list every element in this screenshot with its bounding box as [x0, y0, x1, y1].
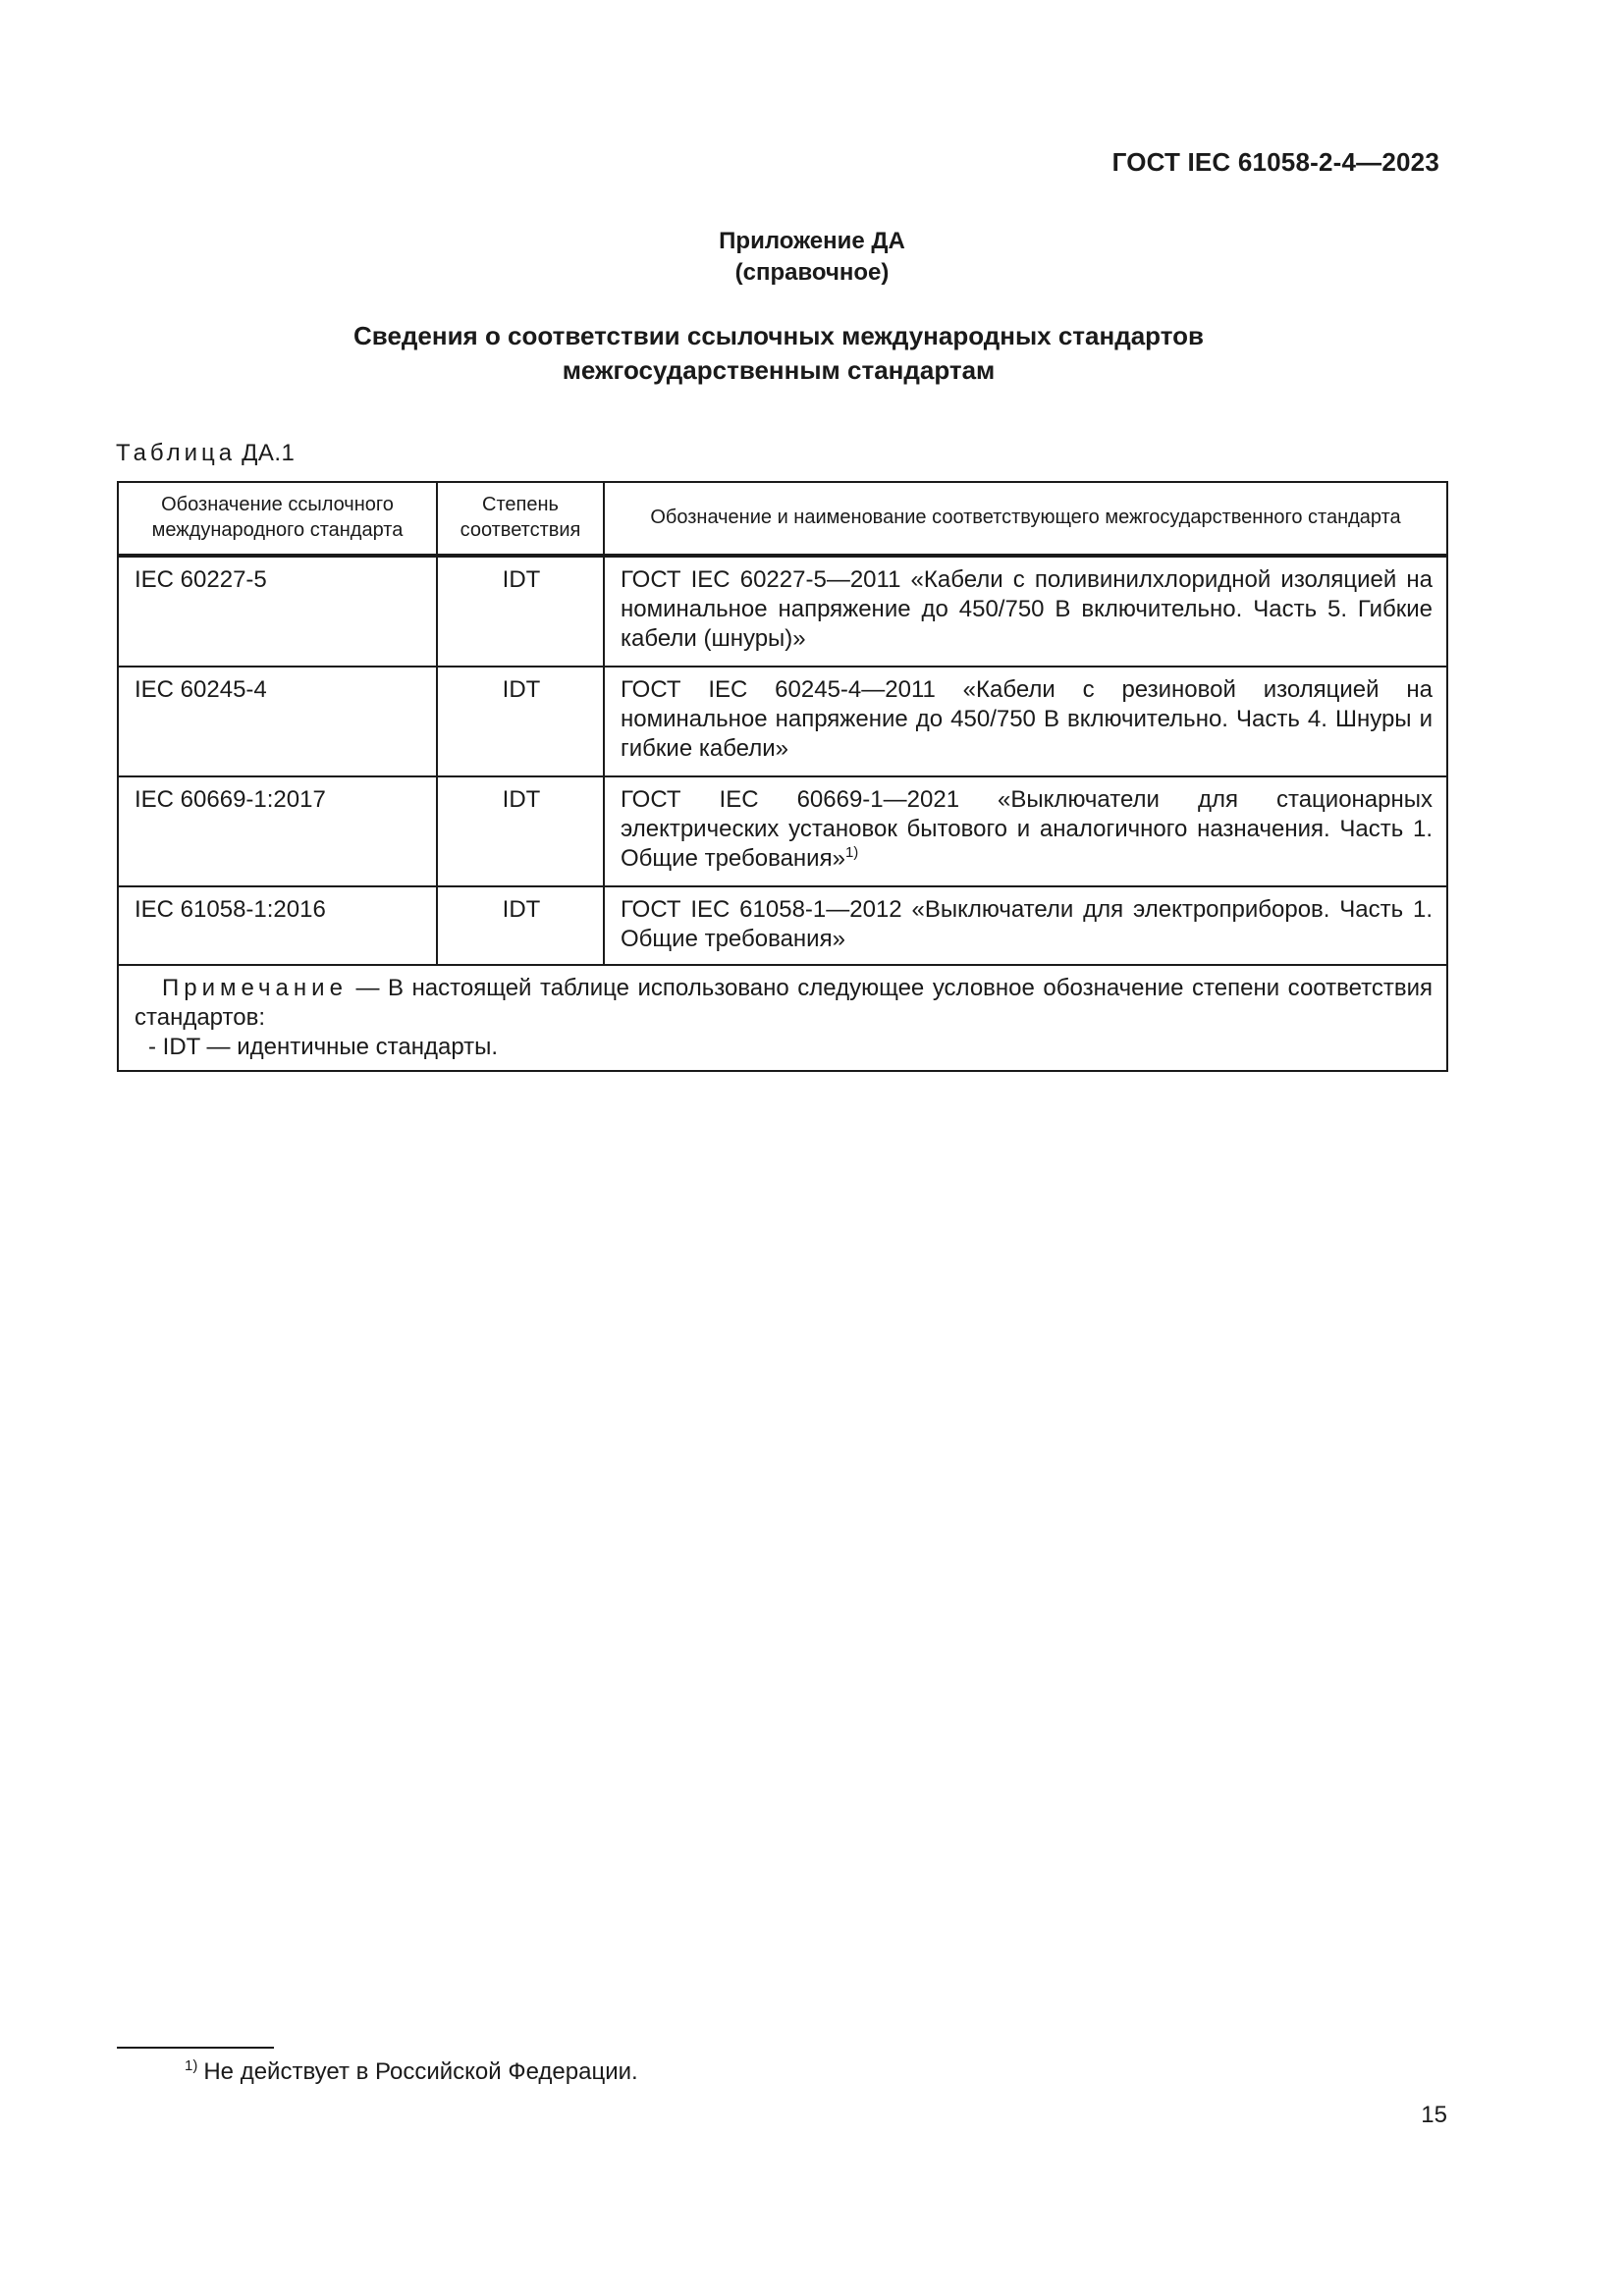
- table-row: [118, 886, 1447, 965]
- cell-interstate-standard-text: ГОСТ IEC 60669-1—2021 «Выключатели для стационарных электрических установок бытового и аналогичного назначения. Часть 1. Общие требования»: [621, 786, 1433, 872]
- page-number: 15: [1421, 2102, 1447, 2128]
- table-note-row: [118, 965, 1447, 1071]
- annex-title: Приложение ДА: [719, 228, 905, 254]
- footnote-marker: 1): [185, 2057, 198, 2074]
- cell-degree: IDT: [437, 886, 604, 965]
- cell-degree: IDT: [437, 556, 604, 667]
- table-note: [118, 965, 1447, 1071]
- cell-interstate-standard: ГОСТ IEC 61058-1—2012 «Выключатели для электроприборов. Часть 1. Общие требования»: [604, 886, 1447, 965]
- cell-interstate-standard: [604, 776, 1447, 886]
- note-text: — В настоящей таблице использовано следующее условное обозначение степени соответствия стандартов:: [135, 975, 1433, 1031]
- annex-label: [0, 226, 1624, 289]
- cell-ref-standard: IEC 61058-1:2016: [118, 886, 437, 965]
- cell-interstate-standard: ГОСТ IEC 60245-4—2011 «Кабели с резиновой изоляцией на номинальное напряжение до 450/750 В включительно. Часть 4. Шнуры и гибкие кабели»: [604, 667, 1447, 776]
- table-caption: [116, 440, 295, 467]
- table-row: [118, 776, 1447, 886]
- cell-interstate-standard: ГОСТ IEC 60227-5—2011 «Кабели с поливинилхлоридной изоляцией на номинальное напряжение до 450/750 В включительно. Часть 5. Гибкие кабели (шнуры)»: [604, 556, 1447, 667]
- header-degree: Степень соответствия: [437, 482, 604, 556]
- table-caption-number: ДА.1: [242, 440, 296, 466]
- header-interstate-standard: Обозначение и наименование соответствующего межгосударственного стандарта: [604, 482, 1447, 556]
- cell-ref-standard: IEC 60245-4: [118, 667, 437, 776]
- standards-table: [117, 481, 1448, 1072]
- table-row: [118, 556, 1447, 667]
- cell-ref-standard: IEC 60669-1:2017: [118, 776, 437, 886]
- annex-heading-line-1: Сведения о соответствии ссылочных международных стандартов: [353, 321, 1204, 350]
- footnote: [185, 2058, 638, 2086]
- note-label: Примечание: [162, 975, 348, 1001]
- annex-heading: [0, 319, 1557, 388]
- document-code: ГОСТ IEC 61058-2-4—2023: [1111, 147, 1439, 177]
- footnote-divider: [117, 2047, 274, 2049]
- footnote-text: Не действует в Российской Федерации.: [203, 2058, 638, 2085]
- annex-heading-line-2: межгосударственным стандартам: [562, 355, 996, 385]
- table-row: [118, 667, 1447, 776]
- table-caption-label: Таблица: [116, 440, 237, 466]
- cell-degree: IDT: [437, 667, 604, 776]
- footnote-reference: 1): [844, 844, 859, 861]
- header-ref-standard: Обозначение ссылочного международного стандарта: [118, 482, 437, 556]
- note-item: - IDT — идентичные стандарты.: [148, 1034, 499, 1060]
- annex-subtitle: (справочное): [734, 259, 890, 286]
- cell-degree: IDT: [437, 776, 604, 886]
- table-header-row: [118, 482, 1447, 556]
- cell-ref-standard: IEC 60227-5: [118, 556, 437, 667]
- note-text-line: [135, 974, 1433, 1033]
